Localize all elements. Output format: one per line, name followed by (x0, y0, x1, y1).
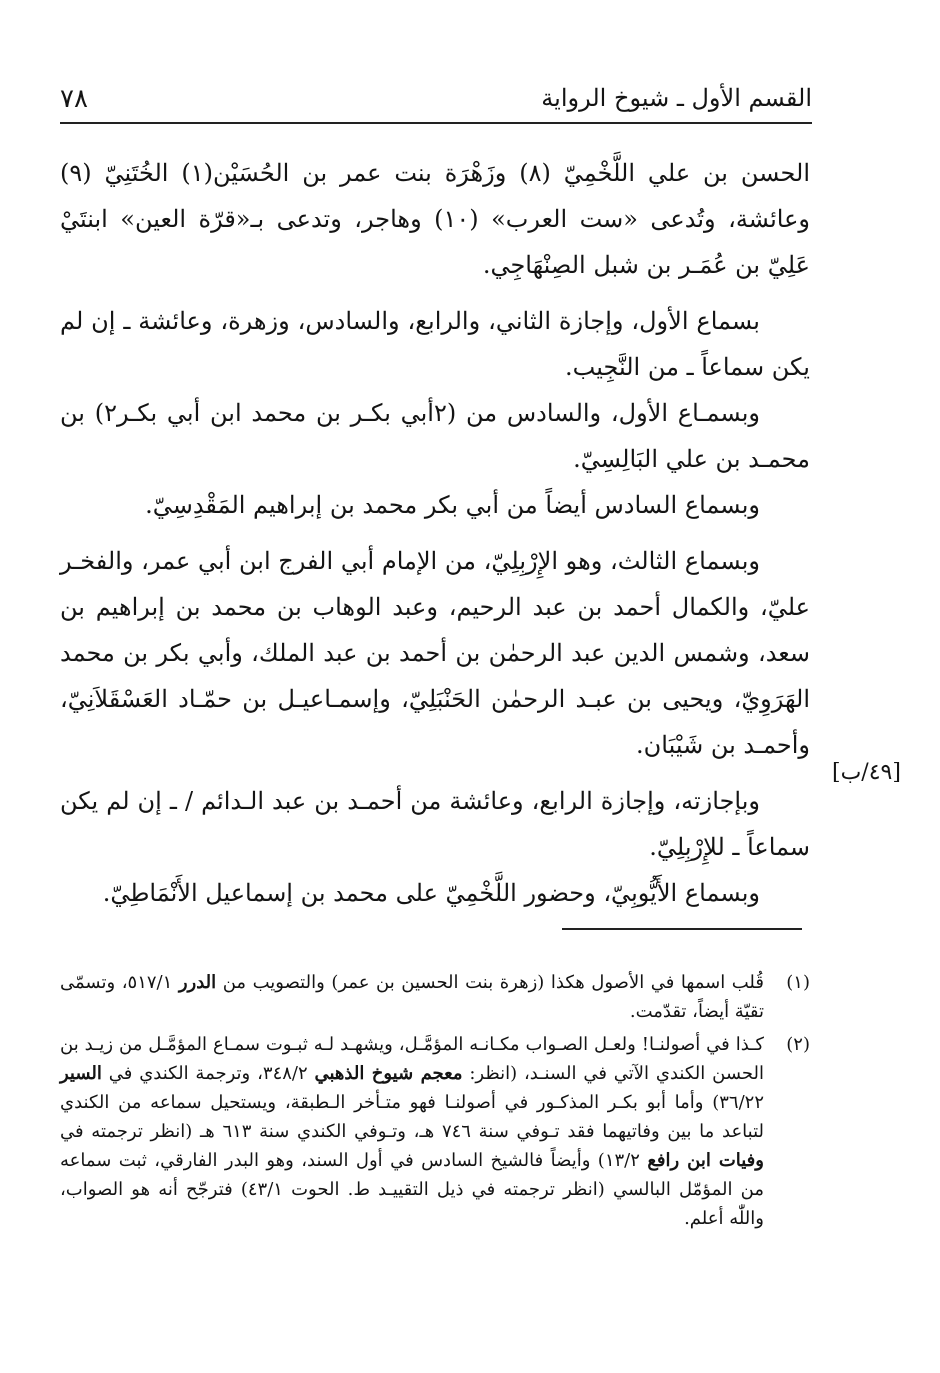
paragraph: وبسماع السادس أيضاً من أبي بكر محمد بن إبراهيم المَقْدِسِيّ. (145, 491, 760, 519)
footnote-text: ٥١٧/١، وتسمّى تقيّة أيضاً، تقدّمت. (60, 972, 764, 1022)
footnote-2 (60, 1030, 810, 1233)
footnotes (60, 968, 810, 1237)
main-text (60, 150, 810, 916)
footnote-text: قُلب اسمها في الأصول هكذا (زهرة بنت الحسين بن عمر) والتصويب من (216, 972, 764, 993)
footnote-source-title: السير (60, 1063, 102, 1084)
footnote-divider (562, 928, 802, 930)
footnote-text: ١٣/٢) وأيضاً فالشيخ السادس في أول السند، وهو البدر الفارقي، ثبت سماعه من المؤمّل البالسي (انظر ترجمته في ذيل التقييـد ط. الحوت ٤٣/١) فترجّح أنه هو الصواب، واللّٰه أعلم. (60, 1150, 764, 1229)
paragraph: الحسن بن علي اللَّخْمِيّ (٨) وزَهْرَة بنت عمر بن الحُسَيْن(١) الخُتَنِيّ (٩) وعائشة، وتُدعى «ست العرب» (١٠) وهاجر، وتدعى بـ«قرّة العين» ابنتَيْ عَلِيّ بن عُمَـر بن شبل الصِنْهَاجِي. (60, 159, 811, 279)
page-header (60, 78, 812, 122)
paragraph: وبسمـاع الأول، والسادس من (٢أبي بكـر بن محمد ابن أبي بكـر٢) بن محمـد بن علي البَالِسِيّ. (60, 399, 810, 473)
margin-folio-note: [٤٩/ب] (832, 760, 901, 785)
footnote-text: ٣٦/٢٢) وأما أبو بكـر المذكـور في أصولنـا فهو متـأخر الـطبقة، ويستحيل سماعه من الكندي لتباعد ما بين وفاتيهما فقد تـوفي سنة ٧٤٦ هـ، وتـوفي الكندي سنة ٦١٣ هـ (انظر ترجمته في (60, 1092, 765, 1142)
running-title: القسم الأول ـ شيوخ الرواية (541, 84, 812, 112)
footnote-number: (١) (786, 972, 810, 993)
paragraph: وبسماع الأَيُّوبِيّ، وحضور اللَّخْمِيّ على محمد بن إسماعيل الأَنْمَاطِيّ. (102, 879, 760, 907)
paragraph: وبإجازته، وإجازة الرابع، وعائشة من أحمـد بن عبد الـدائم / ـ إن لم يكن سماعاً ـ للإِرْبِلِيّ. (60, 787, 810, 861)
footnote-1 (60, 968, 810, 1026)
footnote-source-title: الدرر (178, 972, 217, 993)
page-number: ٧٨ (60, 84, 88, 114)
footnote-text: كـذا في أصولنـا! ولعـل الصـواب مكـانـه المؤمَّـل، ويشهـد لـه ثبـوت سمـاع المؤمَّـل من زيـد بن الحسن الكندي الآتي في السنـد، (انظر: (60, 1034, 764, 1084)
footnote-number: (٢) (786, 1034, 810, 1055)
footnote-source-title: معجم شيوخ الذهبي (314, 1063, 463, 1084)
footnote-text: ٣٤٨/٢، وترجمة الكندي في (101, 1063, 315, 1084)
paragraph: وبسماع الثالث، وهو الإِرْبِلِيّ، من الإمام أبي الفرج ابن أبي عمر، والفخـر عليّ، والكمال أحمد بن عبد الرحيم، وعبد الوهاب بن محمد بن إبراهيم بن سعد، وشمس الدين عبد الرحمٰن بن أحمد بن عبد الملك، وأبي بكر بن محمد الهَرَوِيّ، ويحيى بن عبـد الرحمٰن الحَنْبَلِيّ، وإسمـاعيـل بن حمّـاد العَسْقَلاَنِيّ، وأحمـد بن شَيْبَان. (60, 547, 810, 759)
footnote-source-title: وفيات ابن رافع (647, 1150, 764, 1171)
paragraph: بسماع الأول، وإجازة الثاني، والرابع، والسادس، وزهرة، وعائشة ـ إن لم يكن سماعاً ـ من النَّجِيب. (60, 307, 810, 381)
header-divider (60, 122, 812, 124)
